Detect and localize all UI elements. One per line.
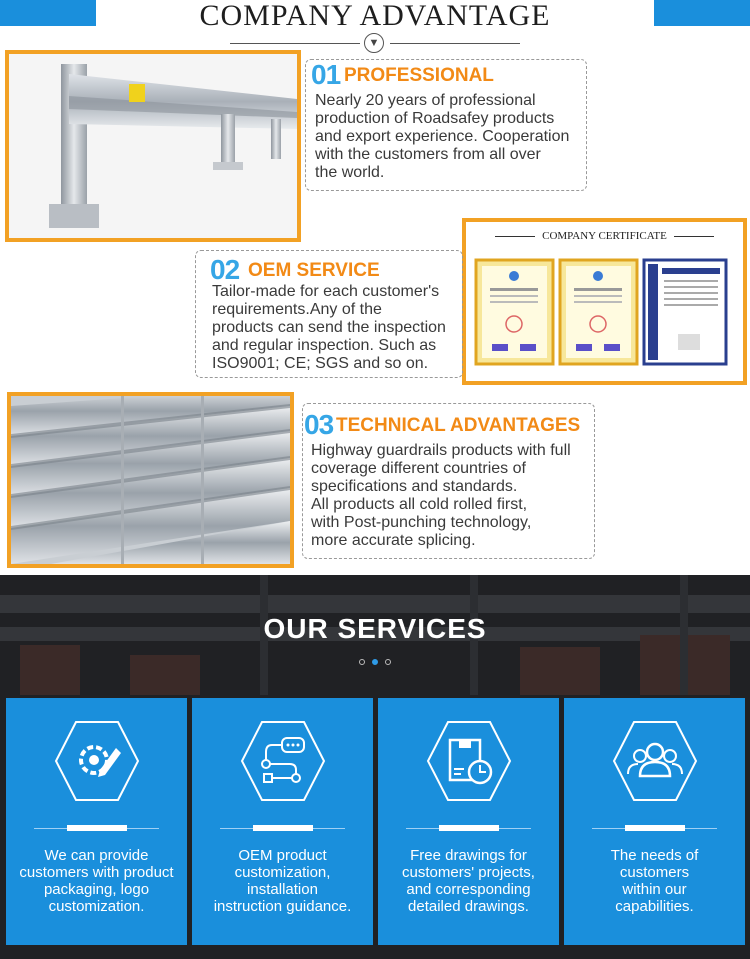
service-card-drawings bbox=[378, 698, 559, 945]
card-divider-mark bbox=[625, 825, 685, 831]
card-divider-mark bbox=[67, 825, 127, 831]
service-card-packaging bbox=[6, 698, 187, 945]
advantage-text: Highway guardrails products with full coverage different countries of specifications and standards. All products all cold rolled first, with Post-punching technology, more accurate splicing. bbox=[311, 442, 571, 549]
service-card-text: The needs of customers within our capabilities. bbox=[610, 847, 699, 915]
users-icon bbox=[612, 718, 698, 804]
title-underline-right bbox=[390, 43, 520, 44]
advantage-title: OEM SERVICE bbox=[248, 260, 380, 281]
gear-pencil-icon bbox=[54, 718, 140, 804]
service-card-text: Free drawings for customers' projects, and corresponding detailed drawings. bbox=[402, 847, 535, 915]
advantage-text: Nearly 20 years of professional production of Roadsafey products and export experience. Cooperation with the customers from all over the world. bbox=[315, 92, 570, 181]
carousel-dot[interactable] bbox=[359, 659, 365, 665]
service-card-text: We can provide customers with product packaging, logo customization. bbox=[19, 847, 174, 915]
guardrail-photo bbox=[5, 50, 301, 242]
box-clock-icon bbox=[426, 718, 512, 804]
carousel-dot-active[interactable] bbox=[372, 659, 378, 665]
services-title: OUR SERVICES bbox=[263, 613, 487, 644]
workflow-chat-icon bbox=[240, 718, 326, 804]
advantage-text: Tailor-made for each customer's requirements.Any of the products can send the inspection and regular inspection. Such as ISO9001; CE; SGS and so on. bbox=[212, 283, 446, 372]
service-card-needs bbox=[564, 698, 745, 945]
card-divider-mark bbox=[439, 825, 499, 831]
advantage-number: 02 bbox=[210, 254, 240, 285]
advantage-number: 01 bbox=[311, 59, 341, 90]
carousel-dot[interactable] bbox=[385, 659, 391, 665]
chevron-down-icon: ▼ bbox=[364, 33, 384, 53]
card-divider-mark bbox=[253, 825, 313, 831]
carousel-dots bbox=[355, 659, 395, 667]
page-title: COMPANY ADVANTAGE bbox=[199, 0, 551, 32]
advantage-title: PROFESSIONAL bbox=[344, 65, 494, 86]
certificate-heading: COMPANY CERTIFICATE bbox=[466, 230, 743, 242]
stacked-guardrails-photo bbox=[7, 392, 294, 568]
advantage-number: 03 bbox=[304, 409, 334, 440]
service-card-text: OEM product customization, installation instruction guidance. bbox=[213, 847, 352, 915]
advantage-title: TECHNICAL ADVANTAGES bbox=[336, 415, 581, 436]
services-section bbox=[0, 575, 750, 959]
service-card-oem bbox=[192, 698, 373, 945]
certificate-photo bbox=[462, 218, 747, 385]
title-underline-left bbox=[230, 43, 360, 44]
